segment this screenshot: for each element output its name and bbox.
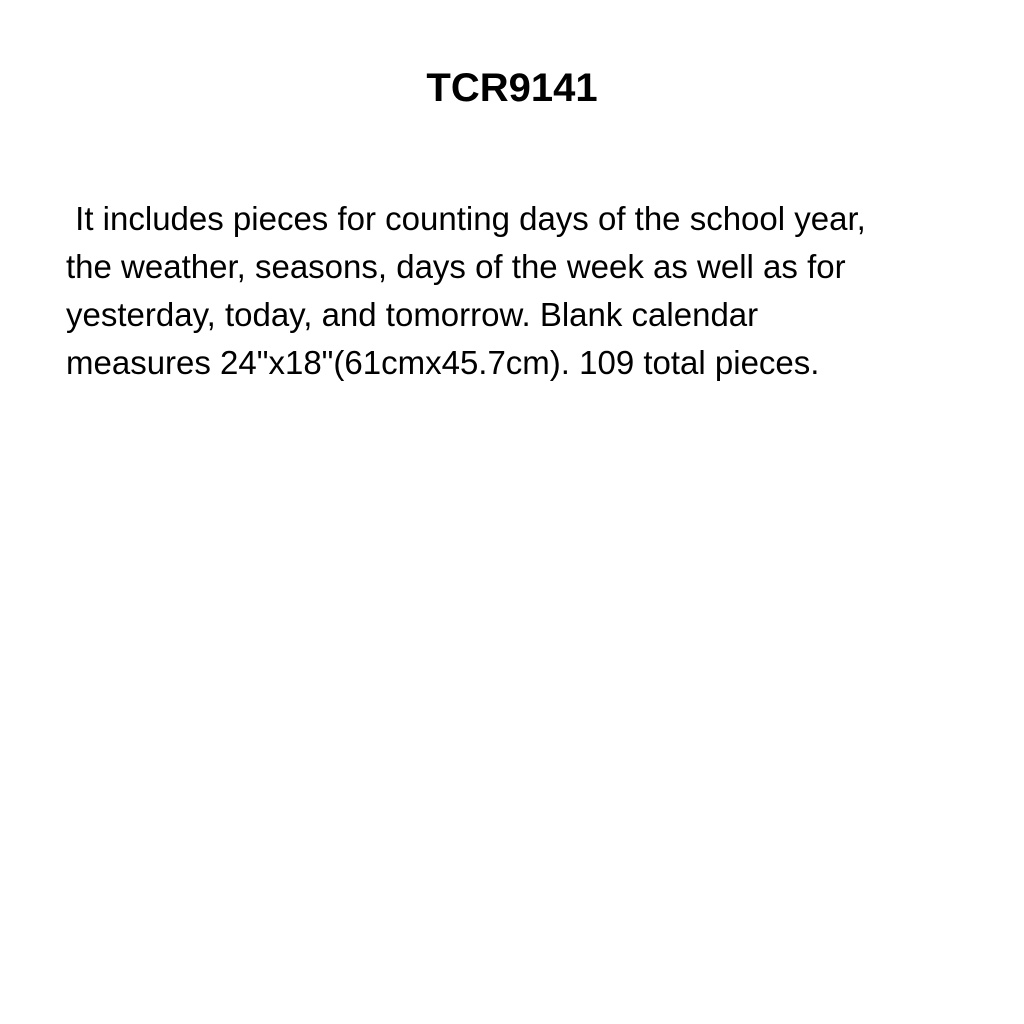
description-line: It includes pieces for counting days of the school year,	[66, 200, 866, 237]
description-line: yesterday, today, and tomorrow. Blank calendar	[66, 296, 759, 333]
product-description	[66, 195, 996, 387]
description-line: measures 24"x18"(61cmx45.7cm). 109 total pieces.	[66, 344, 820, 381]
page-title: TCR9141	[426, 66, 598, 110]
description-line: the weather, seasons, days of the week as well as for	[66, 248, 846, 285]
